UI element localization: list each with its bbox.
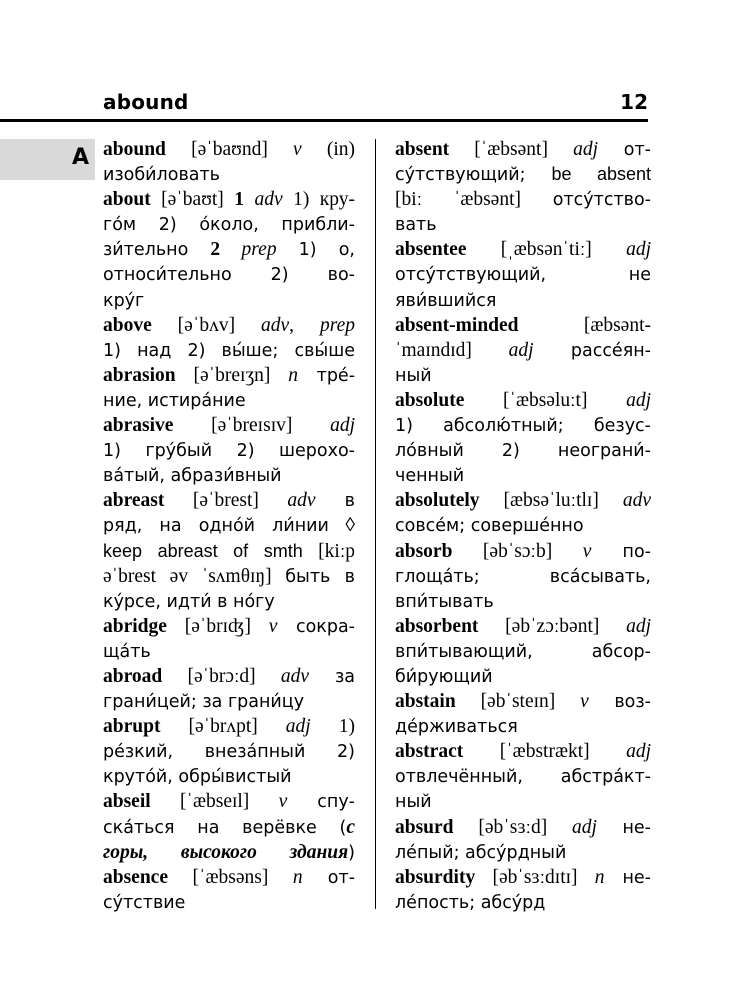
text-run: [əˈbreɪʒn] — [175, 364, 289, 386]
text-run: отсу́тствующий, не — [395, 265, 651, 286]
text-run: [əbˈzɔːbənt] — [478, 615, 627, 637]
text-run: ща́ть — [103, 641, 151, 662]
text-line — [395, 789, 651, 814]
text-line — [103, 539, 355, 564]
text-run: (in) — [301, 139, 355, 160]
text-run: ный — [395, 365, 432, 386]
text-run: [ˌæbsənˈtiː] — [466, 239, 627, 261]
text-run: ре́зкий, внеза́пный 2) — [103, 742, 355, 763]
text-run: [ˈæbsənt] — [449, 139, 574, 160]
text-line — [395, 313, 651, 338]
text-line — [395, 488, 651, 513]
text-line — [395, 237, 651, 262]
headword: absorbent — [395, 615, 479, 637]
text-line — [103, 639, 355, 664]
headword: absence — [103, 866, 168, 888]
text-line — [395, 865, 651, 890]
text-line — [103, 338, 355, 363]
text-run: [æbsəˈluːtlɪ] — [479, 490, 623, 512]
left-column — [103, 137, 355, 915]
text-run: be absent — [551, 164, 651, 185]
text-line — [103, 815, 355, 840]
text-run: adv — [280, 665, 310, 687]
headword: abrasion — [103, 364, 176, 386]
text-run: ный — [395, 792, 432, 813]
text-run: adj — [626, 615, 651, 637]
letter-tab — [0, 139, 95, 180]
text-run: за — [309, 666, 356, 687]
text-run: prep — [220, 239, 277, 261]
text-line — [103, 865, 355, 890]
text-run: в — [315, 491, 355, 512]
text-line — [395, 890, 651, 915]
text-run: adj — [626, 741, 651, 763]
text-run: би́рующий — [395, 666, 493, 687]
text-run: де́рживаться — [395, 717, 518, 738]
text-line — [103, 789, 355, 814]
text-line — [395, 212, 651, 237]
text-run: тре́- — [298, 365, 356, 386]
text-run: су́тствие — [103, 892, 186, 913]
text-run: рассе́ян- — [533, 340, 651, 361]
text-line — [103, 162, 355, 187]
guide-word: abound — [103, 90, 189, 114]
text-run: относи́тельно 2) во- — [103, 265, 355, 286]
text-run: не- — [596, 817, 651, 838]
text-run: ) — [348, 842, 355, 863]
text-run: ле́пость; абсу́рд — [395, 892, 546, 913]
text-run: от- — [302, 867, 356, 888]
text-run: v — [278, 791, 288, 813]
text-run: əˈbrest əv ˈsʌmθɪŋ] — [103, 565, 286, 587]
text-run: adj — [508, 339, 534, 361]
page-number: 12 — [620, 90, 648, 114]
headword: absent-minded — [395, 314, 519, 336]
text-run: вать — [395, 215, 437, 236]
text-line — [103, 840, 355, 865]
text-line — [395, 262, 651, 287]
headword: absolute — [395, 389, 465, 411]
text-run: су́тствующий; — [395, 165, 552, 186]
headword: absurd — [395, 816, 454, 838]
text-run: [əˈbʌv] — [151, 314, 262, 336]
text-run: [æbsənt- — [518, 314, 651, 336]
text-run: 1) — [310, 716, 355, 738]
text-run: v — [582, 540, 592, 562]
headword: abound — [103, 139, 166, 160]
text-run: , — [289, 314, 320, 336]
text-run: ˈmaɪndɪd] — [395, 339, 509, 361]
text-run: отсу́тство- — [552, 190, 651, 211]
text-run: n — [288, 364, 299, 386]
text-run: по- — [591, 541, 651, 562]
right-column — [395, 137, 651, 915]
text-run: впи́тывающий, абсор- — [395, 641, 651, 662]
text-line — [103, 664, 355, 689]
text-line — [395, 714, 651, 739]
text-run: воз- — [588, 692, 651, 713]
text-line — [395, 137, 651, 162]
headword: absurdity — [395, 866, 476, 888]
headword: abrasive — [103, 415, 174, 437]
text-run: [biː ˈæbsənt] — [395, 189, 553, 211]
text-line — [103, 413, 355, 438]
text-run: [ˈæbseɪl] — [150, 791, 279, 813]
text-run: ченный — [395, 466, 465, 487]
text-run: ку́рсе, идти́ в но́гу — [103, 591, 275, 612]
headword: absorb — [395, 540, 453, 562]
text-run: сокра- — [277, 616, 355, 637]
headword: abstain — [395, 691, 456, 713]
header-rule — [0, 119, 648, 122]
headword: about — [103, 189, 151, 211]
text-run: adj — [573, 139, 598, 160]
column-divider — [375, 139, 376, 909]
text-run: грани́цей; за грани́цу — [103, 692, 305, 713]
text-run: [əˈbaʊnd] — [165, 139, 293, 160]
text-line — [103, 388, 355, 413]
text-run: [ˈæbsəluːt] — [464, 389, 627, 411]
text-run: adv — [261, 314, 290, 336]
text-line — [395, 664, 651, 689]
text-run: [əbˈsteɪn] — [455, 691, 581, 713]
text-run: [əˈbrɔːd] — [162, 665, 281, 687]
text-run: [əˈbrɪʤ] — [166, 615, 269, 637]
text-run: prep — [319, 314, 356, 336]
text-line — [103, 764, 355, 789]
text-line — [103, 212, 355, 237]
text-run: яви́вшийся — [395, 290, 497, 311]
text-run: не- — [604, 867, 651, 888]
text-line — [103, 288, 355, 313]
headword: abridge — [103, 615, 167, 637]
text-run: [ˈæbsəns] — [168, 866, 293, 888]
text-run: [əˈbaʊt] — [150, 189, 235, 211]
text-run: го́м 2) о́коло, прибли- — [103, 215, 355, 236]
text-run: [əˈbrest] — [164, 490, 288, 512]
text-run: зи́тельно — [103, 240, 211, 261]
text-line — [395, 187, 651, 212]
text-line — [103, 890, 355, 915]
text-run: [əbˈsɔːb] — [452, 540, 583, 562]
text-run: 1) гру́бый 2) шерохо- — [103, 441, 355, 462]
text-line — [103, 564, 355, 589]
text-line — [395, 413, 651, 438]
text-line — [103, 187, 355, 212]
text-run: adj — [626, 239, 651, 261]
text-run: adv — [622, 490, 651, 512]
headword: abrupt — [103, 716, 161, 738]
headword: 1 — [234, 189, 245, 211]
text-line — [395, 739, 651, 764]
text-run: круто́й, обры́вистый — [103, 767, 292, 788]
text-run: впи́тывать — [395, 591, 494, 612]
text-run: adv — [287, 490, 316, 512]
text-line — [395, 764, 651, 789]
text-line — [395, 288, 651, 313]
text-line — [395, 463, 651, 488]
text-line — [103, 513, 355, 538]
text-run: глоща́ть; вса́сывать, — [395, 566, 651, 587]
text-run: ска́ться на верёвке ( — [103, 817, 347, 838]
text-run: [kiːp — [302, 540, 355, 562]
text-line — [395, 815, 651, 840]
text-run: v — [580, 691, 589, 713]
text-line — [103, 363, 355, 388]
text-line — [103, 739, 355, 764]
text-run: adj — [626, 389, 651, 411]
text-run: [ˈæbstrækt] — [463, 741, 627, 763]
text-line — [103, 614, 355, 639]
headword: abseil — [103, 791, 151, 813]
text-run: быть в — [285, 566, 355, 587]
text-line — [103, 438, 355, 463]
text-line — [395, 438, 651, 463]
headword: absent — [395, 139, 450, 160]
text-line — [395, 564, 651, 589]
text-run: ◊ — [328, 515, 355, 537]
text-run: изоби́ловать — [103, 165, 220, 186]
text-run: [əˈbreɪsɪv] — [173, 415, 331, 437]
text-run: adj — [572, 816, 597, 838]
text-run: v — [293, 139, 302, 160]
text-run: n — [292, 866, 303, 888]
text-line — [395, 363, 651, 388]
text-run: 1) о, — [276, 240, 355, 261]
text-line — [395, 840, 651, 865]
text-run: ва́тый, абрази́вный — [103, 466, 282, 487]
text-line — [103, 488, 355, 513]
text-run: adv — [244, 189, 283, 211]
text-run: от- — [597, 140, 651, 160]
text-run: кру́г — [103, 290, 145, 311]
text-line — [103, 714, 355, 739]
text-line — [395, 589, 651, 614]
headword: absentee — [395, 239, 467, 261]
text-run: [əˈbrʌpt] — [160, 716, 286, 738]
text-run: 1) абсолю́тный; безус- — [395, 416, 651, 437]
headword: absolutely — [395, 490, 480, 512]
text-line — [395, 388, 651, 413]
text-line — [103, 463, 355, 488]
text-run: спу- — [287, 792, 355, 813]
text-line — [103, 313, 355, 338]
text-line — [395, 539, 651, 564]
text-run: 1) кру- — [282, 189, 355, 211]
text-line — [103, 589, 355, 614]
text-line — [395, 689, 651, 714]
text-run: v — [268, 615, 278, 637]
headword: abreast — [103, 490, 165, 512]
text-run: [əbˈsɜːdɪtɪ] — [475, 866, 595, 888]
text-run: ле́пый; абсу́рдный — [395, 842, 567, 863]
text-run: ряд, на одно́й ли́нии — [103, 516, 329, 537]
letter-tab-label: A — [71, 145, 89, 170]
text-line — [103, 237, 355, 262]
text-line — [103, 689, 355, 714]
headword: abstract — [395, 741, 464, 763]
text-line — [103, 137, 355, 162]
headword: 2 — [210, 239, 221, 261]
text-run: ло́вный 2) неограни́- — [395, 441, 651, 462]
text-run: горы, высокого здания — [103, 841, 349, 863]
text-run: 1) над 2) вы́ше; свы́ше — [103, 340, 355, 361]
headword: abroad — [103, 665, 163, 687]
text-run: adj — [330, 415, 355, 437]
text-run: совсе́м; соверше́нно — [395, 516, 584, 537]
text-line — [395, 513, 651, 538]
text-run: adj — [285, 716, 311, 738]
text-run: отвлечённый, абстра́кт- — [395, 767, 651, 788]
text-run: с — [346, 816, 355, 838]
text-run: [əbˈsɜːd] — [453, 816, 573, 838]
text-line — [395, 338, 651, 363]
text-line — [395, 162, 651, 187]
text-line — [103, 262, 355, 287]
text-line — [395, 639, 651, 664]
text-run: keep abreast of smth — [103, 540, 303, 561]
headword: above — [103, 314, 152, 336]
text-run: ние, истира́ние — [103, 390, 246, 411]
text-line — [395, 614, 651, 639]
text-run: n — [594, 866, 605, 888]
